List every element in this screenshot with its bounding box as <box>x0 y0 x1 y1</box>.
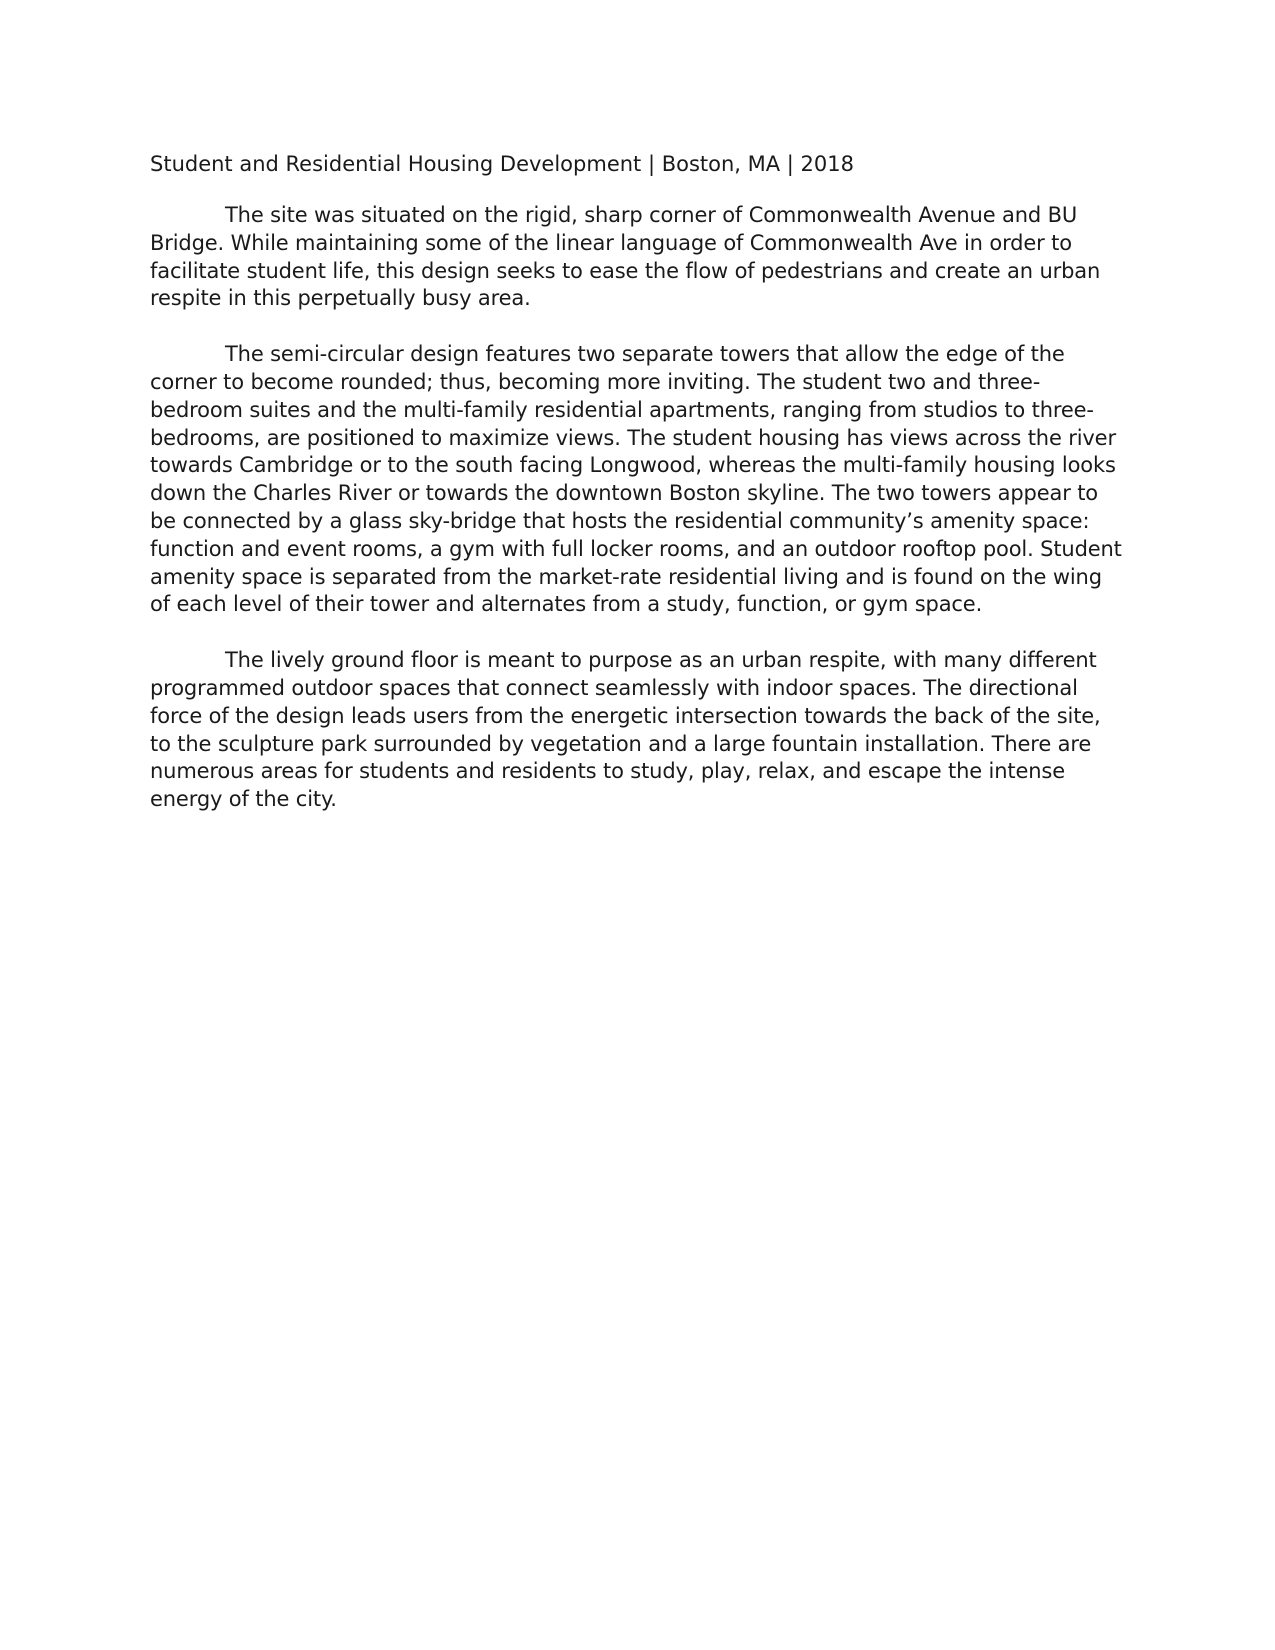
paragraph-site: The site was situated on the rigid, sharp corner of Commonwealth Avenue and BU Bridge. While maintaining some of the linear language of Commonwealth Ave in order to facilitate student life, this design seeks to ease the flow of pedestrians and create an urban respite in this perpetually busy area. <box>150 203 1101 311</box>
document-page <box>150 150 1125 842</box>
paragraph-ground-floor: The lively ground floor is meant to purpose as an urban respite, with many different programmed outdoor spaces that connect seamlessly with indoor spaces. The directional force of the design leads users from the energetic intersection towards the back of the site, to the sculpture park surrounded by vegetation and a large fountain installation. There are numerous areas for students and residents to study, play, relax, and escape the intense energy of the city. <box>150 648 1101 812</box>
paragraph-design: The semi-circular design features two separate towers that allow the edge of the corner to become rounded; thus, becoming more inviting. The student two and three-bedroom suites and the multi-family residential apartments, ranging from studios to three-bedrooms, are positioned to maximize views. The student housing has views across the river towards Cambridge or to the south facing Longwood, whereas the multi-family housing looks down the Charles River or towards the downtown Boston skyline. The two towers appear to be connected by a glass sky-bridge that hosts the residential community’s amenity space: function and event rooms, a gym with full locker rooms, and an outdoor rooftop pool. Student amenity space is separated from the market-rate residential living and is found on the wing of each level of their tower and alternates from a study, function, or gym space. <box>150 342 1122 617</box>
document-title: Student and Residential Housing Development | Boston, MA | 2018 <box>150 152 855 176</box>
